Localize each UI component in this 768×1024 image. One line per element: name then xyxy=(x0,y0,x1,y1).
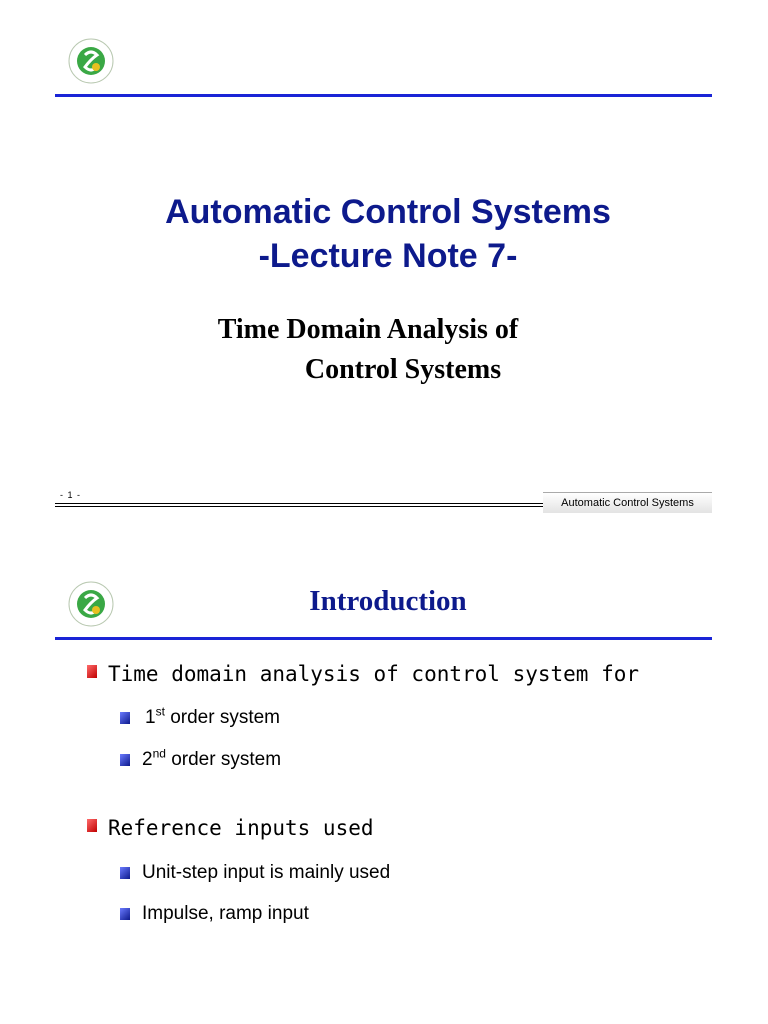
header-rule xyxy=(55,94,712,97)
red-square-bullet-icon xyxy=(87,665,97,678)
sub-bullet-text: Impulse, ramp input xyxy=(142,903,309,924)
blue-square-bullet-icon xyxy=(120,754,130,766)
blue-square-bullet-icon xyxy=(120,867,130,879)
bullet-text: Reference inputs used xyxy=(108,816,374,840)
blue-square-bullet-icon xyxy=(120,712,130,724)
university-logo-icon xyxy=(67,37,115,85)
bullet-text: Time domain analysis of control system for xyxy=(108,662,640,686)
sub-bullet-item xyxy=(120,746,282,771)
subtitle-line-2: Control Systems xyxy=(304,354,502,385)
title-line-2: -Lecture Note 7- xyxy=(258,237,518,275)
blue-square-bullet-icon xyxy=(120,908,130,920)
sub-bullet-text: 2nd order system xyxy=(142,746,282,770)
slide-title-text: Introduction xyxy=(309,585,467,617)
sub-bullet-text: Unit-step input is mainly used xyxy=(142,862,391,883)
slide-title-text xyxy=(0,190,768,278)
footer-rule-2 xyxy=(55,506,543,507)
footer-rule xyxy=(55,503,543,504)
subtitle-line-1: Time Domain Analysis of xyxy=(217,314,519,345)
header-rule xyxy=(55,637,712,640)
title-line-1: Automatic Control Systems xyxy=(165,193,611,231)
slide-subtitle xyxy=(0,310,768,390)
sub-bullet-text: 1st order system xyxy=(145,704,281,728)
sub-bullet-item xyxy=(120,903,309,925)
bullet-item xyxy=(87,816,374,840)
sub-bullet-item xyxy=(120,704,281,729)
bullet-item xyxy=(87,662,639,686)
sub-bullet-item xyxy=(120,862,390,884)
red-square-bullet-icon xyxy=(87,819,97,832)
footer-label: Automatic Control Systems xyxy=(543,492,712,513)
page-number: - 1 - xyxy=(60,490,82,500)
